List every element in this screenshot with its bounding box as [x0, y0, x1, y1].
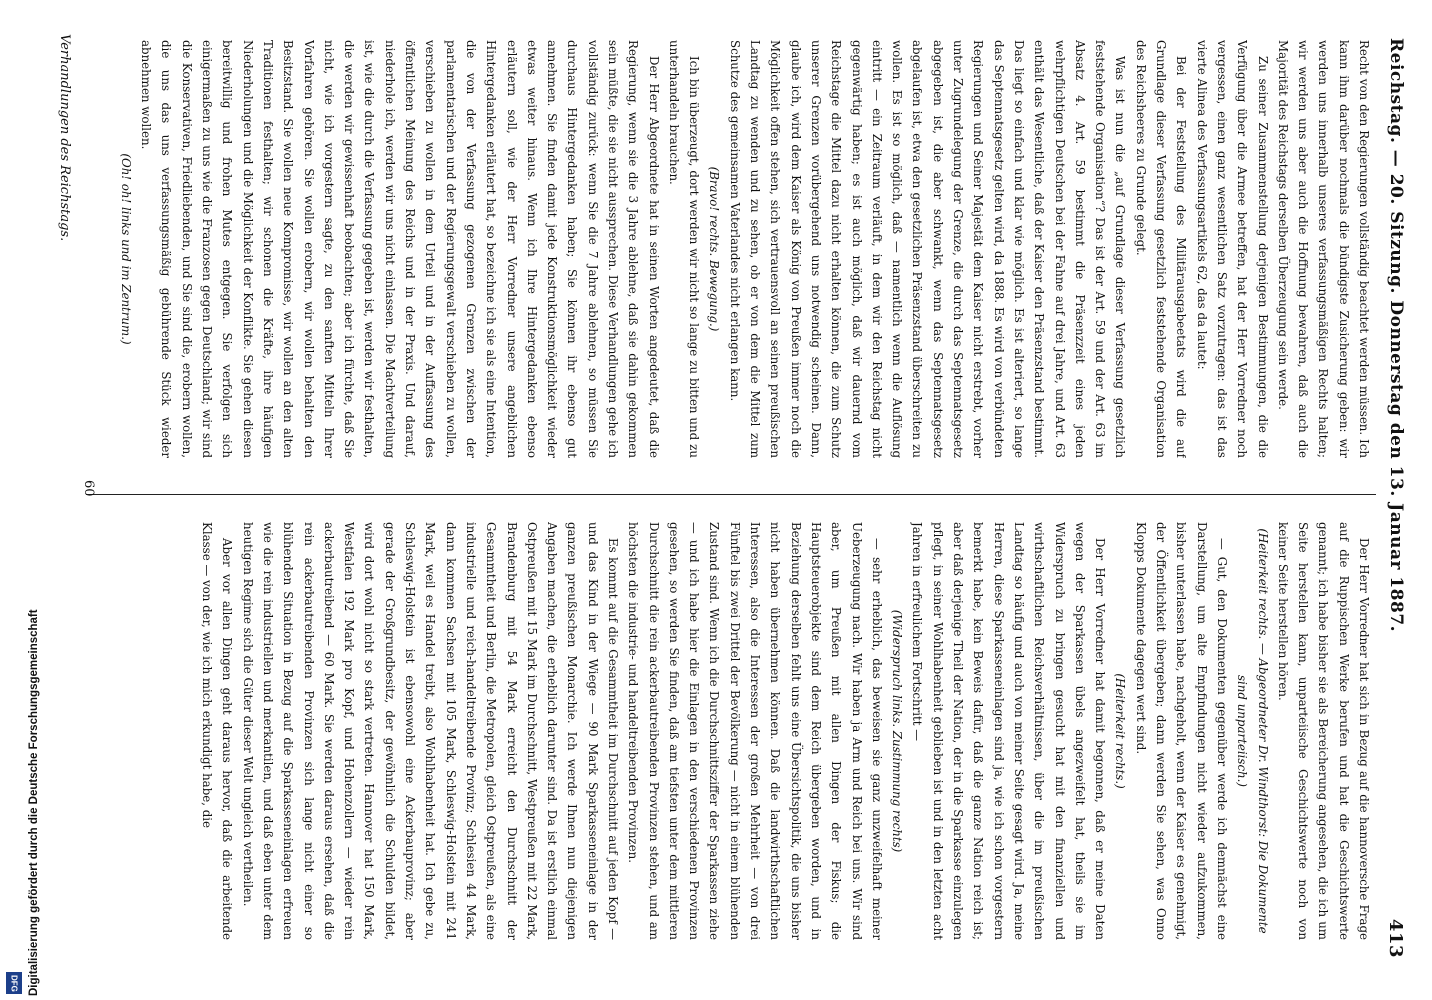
dfg-logo: DFG [6, 972, 22, 994]
paragraph: Der Herr Vorredner hat damit begonnen, daß er meine Daten wegen der Sparkassen übels angezweifelt hat, theils sie im Widerspruch zu bringen gesucht hat mit den finanziellen und wirthschaftlichen Reichsverhältnissen, über die im preußischen Landtag so häufig und auch von meiner Seite gesagt wird. Ja, meine Herren, diese Sparkasseneinlagen sind ja, wie ich schon vorgestern bemerkt habe, kein Beweis dafür, daß die ganze Nation reich ist; aber daß derjenige Theil der Nation, der in die Sparkasse einzulegen pflegt, in seiner Wohlhabenheit geblieben ist und in den letzten acht Jahren in erfreulichem Fortschritt — [910, 522, 1108, 940]
paragraph: Es kommt auf die Gesammtheit im Durchschnitt auf jeden Kopf — und das Kind in der Wiege — 90 Mark Sparkasseneinlage in der ganzen preußischen Monarchie. Ich werde Ihnen nun diejenigen Angaben machen, die erheblich darunter sind. Da ist erstlich einmal Ostpreußen mit 15 Mark im Durchschnitt, Westpreußen mit 22 Mark, Brandenburg mit 54 Mark erreicht den Durchschnitt der Gesammtheit und Berlin, die Metropolen, gleich Ostpreußen, als eine industrielle und reich-handeltreibende Provinz; Schlesien 44 Mark, dann kommen Sachsen mit 105 Mark, Schleswig-Holstein mit 241 Mark, weil es Handel treibt, also Wohlhabenheit hat. Ich gebe zu, Schleswig-Holstein ist ebensowohl eine Ackerbauprovinz; aber gerade der Großgrundbesitz, der gewöhnlich die Schulden bildet, wird dort wohl nicht so stark vertreten. Hannover hat 150 Mark, Westfalen 192 Mark pro Kopf, und Hohenzollern — wieder rein ackerbautreibend — 60 Mark. Sie werden daraus ersehen, daß die rein ackerbautreibenden Provinzen sich lange nicht einer so blühenden Situation in Bezug auf die Sparkasseneinlagen erfreuen wie die rein industriellen und merkantilen, und daß eben unter dem heutigen Regime sich die Güter dieser Welt ungleich vertheilen. [240, 522, 621, 940]
paragraph: — sehr erheblich, das beweisen sie ganz unzweifelhaft meiner Ueberzeugung nach. Wir haben ja Arm und Reich bei uns. Wir sind aber, um Preußen mit allen Dingen der Fiskus; die Hauptsteuerobjekte sind dem Reich übergeben worden, und in Beziehung derselben fehlt uns eine Übersichtspolitik, die uns bisher nicht haben übernehmen können. Daß die landwirthschaftlichen Interessen, also die Interessen der großen Mehrheit — von drei Fünftel bis zwei Drittel der Bevölkerung — nicht in einem blühenden Zustand sind. Wenn ich die Durchschnittsziffer der Sparkassen ziehe — und ich habe hier die Einlagen in den verschiedenen Provinzen gesehen, so werden Sie finden, daß am tiefsten unter dem mittleren Durchschnitt die rein ackerbautreibenden Provinzen stehen, und am höchsten die industrie- und handeltreibenden Provinzen. [626, 522, 884, 940]
paragraph: Bei der Feststellung des Militärausgabeetats wird die auf Grundlage dieser Verfassung gesetzlich feststehende Organisation des Reichsheeres zu Grunde gelegt. [1133, 40, 1189, 458]
interjection: (Bravo! rechts. Bewegung.) [707, 166, 722, 332]
interjection: (Widerspruch links. Zustimmung rechts) [890, 609, 905, 853]
page-header [1378, 38, 1414, 958]
footer-source: Verhandlungen des Reichstags. [57, 34, 72, 242]
digitization-margin [0, 0, 40, 1000]
paragraph: Recht von den Regierungen vollständig beachtet werden müssen. Ich kann ihm darüber nochmals die bündigste Zusicherung geben: wir werden uns innerhalb unseres verfassungsmäßigen Rechts halten; wir werden uns aber auch die Hoffnung bewahren, daß auch die Majorität des Reichstags derselben Überzeugung sein werde. [1275, 40, 1371, 458]
header-title: Reichstag. — 20. Sitzung. Donnerstag den 13. Januar 1887. [1386, 38, 1406, 633]
digitization-note: Digitalisierung gefördert durch die Deutsche Forschungsgemeinschaft [28, 609, 40, 996]
interjection: (Oh! oh! links und im Zentrum.) [118, 153, 133, 345]
interjection: (Heiterkeit rechts.) [1113, 673, 1128, 789]
paragraph: Ich bin überzeugt, dort werden wir nicht so lange zu bitten und zu unterhandeln brauchen. [666, 40, 702, 458]
column-divider [86, 494, 1376, 495]
paragraph: Der Herr Abgeordnete hat in seinen Worten angedeutet, daß die Regierung, wenn sie die 3 Jahre ablehne, daß sie dahin gekommen sein müßte, die sie nicht aussprechen. Diese Verhandlungen gehe ich vollständig zurück: wenn Sie die 7 Jahre ablehnen, so müssen Sie durchaus Hintergedanken haben; Sie können ihr ebenso gut annehmen. Sie finden damit jede Konstruktionsmöglichkeit wieder etwas weiter hinaus. Wenn ich Ihre Hintergedanken ebenso erläutern soll, wie der Herr Vorredner unsere angeblichen Hintergedanken erläutert hat, so bezeichne ich sie als eine Intention, die von der Verfassung gezogenen Grenzen zwischen der parlamentarischen und der Regierungsgewalt verschieben zu wollen, verschieben zu wollen in dem Urteil und in der Auffassung des öffentlichen Meinung des Reichs und in der Praxis. Und darauf, niederhole ich, werden wir uns nicht einlassen. Die Machtverteilung ist, wie die durch die Verfassung gegeben ist, werden wir festhalten, die werden wir gewissenhaft beobachten; aber ich fürchte, daß Sie nicht, wie ich vorgestern sagte, zu den sanften Mitteln Ihrer Vorfahren gehören. Sie wollen erobern, wir wollen behalten den Besitzstand. Sie wollen neue Kompromisse, wir wollen an den alten Traditionen festhalten; wir schonen die Kräfte, ihre häufigen Niederholungen und die Möglichkeit der Konflikte. Sie gehen diesen bereitwillig und frohen Mutes entgegen. Sie verfolgen sich einigermaßen zu uns wie die Franzosen gegen Deutschland; wir sind die Konservativen, Friedliebenden, und Sie sind die, erobern wollen, die uns das uns verfassungsmäßig gebührende Stück wieder abnehmen wollen. [139, 40, 661, 458]
page-number: 413 [1385, 918, 1407, 958]
paragraph: Was ist nun die „auf Grundlage dieser Verfassung gesetzlich feststehende Organisation“? Das ist der Art. 59 und der Art. 63 im Absatz 4. Art. 59 bestimmt die Präsenzzeit eines jeden wehrpflichtigen Deutschen bei der Fahne auf drei Jahre, und Art. 63 enthält das Wesentliche, daß der Kaiser den Präsenzstand bestimmt. Das liegt so einfach und klar wie möglich. Es ist alteriert, so lange das Septennatsgesetz gelten wird, da 1888. Es wird von verbündeten Regierungen und Seiner Majestät dem Kaiser nicht erstrebt, vorher unter Zugrundelegung der Grenze, die durch das Septennatsgesetz abgegeben ist, die aber schwankt, wenn das Septennatsgesetz abgelaufen ist, etwa den gesetzlichen Präsenzstand überschreiten zu wollen. Es ist so möglich, daß — namentlich wenn die Auflösung eintritt — ein Zeitraum verläuft, in dem wir den Reichstag nicht gegenwärtig haben; es ist auch möglich, daß wir dauernd vom Reichstage die Mittel dazu nicht erhalten können, die zum Schutz unserer Grenzen vorübergehend uns notwendig scheinen. Dann, glaube ich, wird dem Kaiser als König von Preußen immer noch die Möglichkeit offen stehen, sich vertrauensvoll an seinen preußischen Landtag zu wenden und zu sehen, ob er von dem die Mittel zum Schutze des gemeinsamen Vaterlandes nicht erlangen kann. [727, 40, 1128, 458]
paragraph: Zu seiner Zusammenstellung derjenigen Bestimmungen, die die Verfügung über die Armee betreffen, hat der Herr Vorredner noch vergessen, einen ganz wesentlichen Satz vorzutragen: das ist das vierte Alinea des Verfassungsartikels 62, das da lautet: [1194, 40, 1270, 458]
text-column-right [84, 522, 1374, 940]
paragraph: — Gut, den Dokumenten gegenüber werde ich demnächst eine Darstellung, um alte Empfindungen nicht wieder aufzukommen, bisher unterlassen habe, nachgeholt, wenn der Kaiser es genehmigt, der Öffentlichkeit übergeben; dann werden Sie sehen, was Onno Klopps Dokumente dagegen wert sind. [1133, 522, 1229, 940]
interjection: (Heiterkeit rechts. — Abgeordneter Dr. Windthorst: Die Dokumente sind unparteiisch.) [1235, 528, 1270, 934]
text-column-left [84, 40, 1374, 458]
paragraph: Der Herr Vorredner hat sich in Bezug auf die hannoversche Frage auf die Ruppischen Werke berufen und hat die Geschichtswerte genannt; ich habe bisher sie als Bereicherung angesehen, die ich um Seite herstellen kann, unparteiische Geschichtswerte noch von keiner Seite herstellen hören. [1275, 522, 1371, 940]
signature-mark: 60 [81, 480, 96, 497]
paragraph: Aber vor allen Dingen geht daraus hervor, daß die arbeitende Klasse — von der, wie ich mich erkundigt habe, die [200, 522, 235, 940]
